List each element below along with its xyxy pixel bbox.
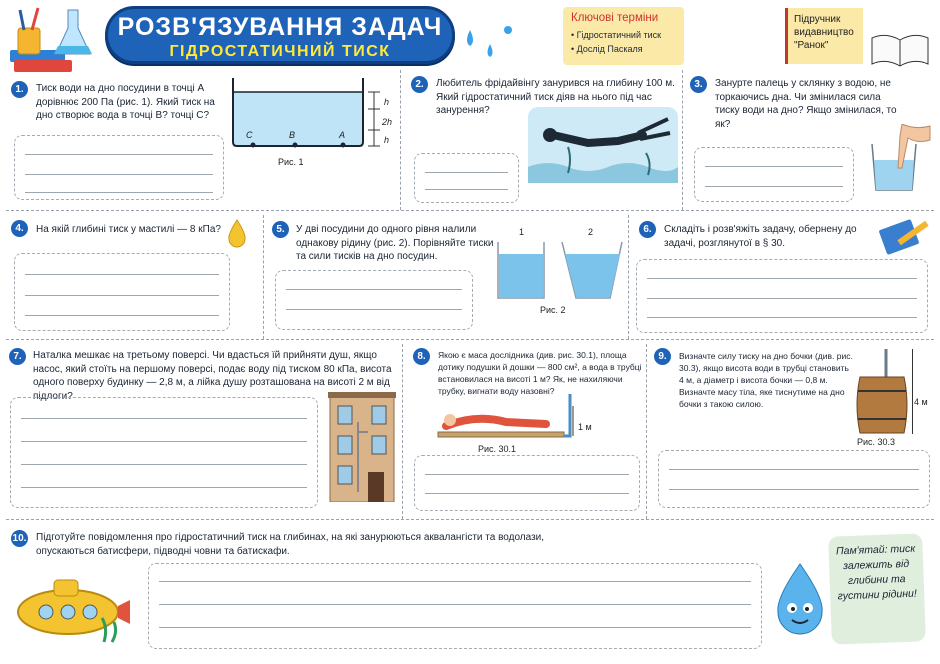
task-9-text: Визначте силу тиску на дно бочки (див. рис. 30.3), якщо висота води в трубці становить 4 м, а діаметр і висота бочки — 0,8 м. Визначте масу тіла, яке тиснутиме на дно бочки з такою силою. (679, 351, 853, 409)
figure-caption: Рис. 2 (540, 305, 566, 315)
researcher-illustration (432, 392, 587, 444)
reminder-note (828, 533, 926, 644)
key-terms-heading: Ключові терміни (571, 12, 659, 24)
figure-two-vessels (494, 238, 624, 302)
task-4-text: На якій глибині тиск у мастилі — 8 кПа? (36, 224, 221, 235)
notebook-pencil-icon (876, 216, 932, 261)
task-number: 7. (9, 348, 26, 365)
height-marker (912, 349, 913, 434)
figure-vessel (228, 76, 398, 150)
submarine-illustration (8, 566, 136, 646)
task-number: 8. (413, 348, 430, 365)
glass-finger-illustration (862, 124, 934, 194)
answer-field[interactable] (694, 147, 854, 202)
height-label: 4 м (914, 397, 928, 407)
water-drops-icon (460, 20, 520, 65)
answer-field[interactable] (414, 153, 519, 203)
building-illustration (328, 392, 396, 502)
divider (402, 344, 403, 519)
divider (6, 210, 934, 211)
answer-field[interactable] (14, 253, 230, 331)
textbook-box (785, 8, 863, 64)
divider (6, 339, 934, 340)
task-3-text: Занурте палець у склянку з водою, не торкаючись дна. Чи змінилася сила тиску води на дно? Якщо змінилася, то як? (715, 78, 897, 130)
divider (646, 344, 647, 519)
textbook-text: Підручник видавництво "Ранок" (794, 14, 854, 51)
water-drop-character (772, 562, 828, 645)
dimension-label: 2h (382, 117, 393, 127)
title-banner (105, 6, 455, 64)
task-number: 9. (654, 348, 671, 365)
answer-field[interactable] (275, 270, 473, 330)
divider (682, 70, 683, 210)
task-8-text: Якою є маса дослідника (див. рис. 30.1), площа дотику подушки й дошки — 800 см², а вода в трубці встановилася на висоті 1 м? Як, не нахиляючи трубку, вигнати воду назовні? (438, 350, 642, 396)
divider (6, 519, 934, 520)
answer-field[interactable] (414, 455, 640, 511)
height-label: 1 м (578, 422, 592, 432)
key-term: • Гідростатичний тиск (571, 28, 676, 42)
answer-field[interactable] (14, 135, 224, 200)
task-number: 6. (639, 221, 656, 238)
task-2-text: Любитель фрідайвінгу занурився на глибину 100 м. Який гідростатичний тиск діяв на нього під час занурення? (436, 78, 675, 116)
key-terms-box (563, 7, 684, 65)
divider (400, 70, 401, 210)
task-number: 10. (11, 530, 28, 547)
task-1-text: Тиск води на дно посудини в точці A дорівнює 200 Па (рис. 1). Який тиск на дно створює вода в точці B? точці C? (36, 83, 215, 121)
lab-illustration (8, 4, 103, 76)
page-title: РОЗВ'ЯЗУВАННЯ ЗАДАЧ (117, 13, 443, 41)
point-label: C (246, 130, 253, 140)
task-5-text: У дві посудини до одного рівня налили однакову рідину (рис. 2). Порівняйте тиски та сили тисків на дно посудин. (296, 224, 494, 262)
answer-field[interactable] (658, 450, 930, 508)
dimension-label: h (384, 135, 390, 145)
task-number: 1. (11, 81, 28, 98)
figure-caption: Рис. 1 (278, 157, 304, 167)
diver-illustration (528, 107, 678, 183)
task-number: 5. (272, 221, 289, 238)
divider (263, 215, 264, 339)
task-number: 3. (690, 76, 707, 93)
figure-caption: Рис. 30.3 (857, 437, 896, 447)
vessel-label: 1 (519, 227, 525, 237)
task-number: 4. (11, 220, 28, 237)
key-term: • Дослід Паскаля (571, 42, 676, 56)
vessel-label: 2 (588, 227, 594, 237)
answer-field[interactable] (636, 259, 928, 333)
point-label: A (339, 130, 346, 140)
reminder-text: Пам'ятай: тиск залежить від глибини та густини рідини! (835, 542, 917, 603)
open-book-icon (868, 28, 932, 75)
task-6-text: Складіть і розв'яжіть задачу, обернену до задачі, розглянутої в § 30. (664, 224, 857, 249)
divider (628, 215, 629, 339)
point-label: B (289, 130, 296, 140)
figure-caption: Рис. 30.1 (478, 444, 517, 454)
answer-field[interactable] (148, 563, 762, 649)
dimension-label: h (384, 97, 390, 107)
oil-drop-icon (226, 218, 248, 253)
answer-field[interactable] (10, 397, 318, 508)
task-10-text: Підготуйте повідомлення про гідростатичний тиск на глибинах, на які занурюються аквалангісти та водолази, опускаються батисфери, підводні човни та батискафи. (36, 532, 545, 557)
barrel-illustration (850, 347, 910, 437)
task-number: 2. (411, 76, 428, 93)
task-7-text: Наталка мешкає на третьому поверсі. Чи вдасться їй прийняти душ, якщо насос, який стоїть на першому поверсі, подає воду під тиском 80 кПа, висота одного поверху будинку — 2,8 м, а лійка душу розташована на висоті 2 м від підлоги? (33, 350, 392, 402)
page-subtitle: ГІДРОСТАТИЧНИЙ ТИСК (169, 43, 391, 60)
